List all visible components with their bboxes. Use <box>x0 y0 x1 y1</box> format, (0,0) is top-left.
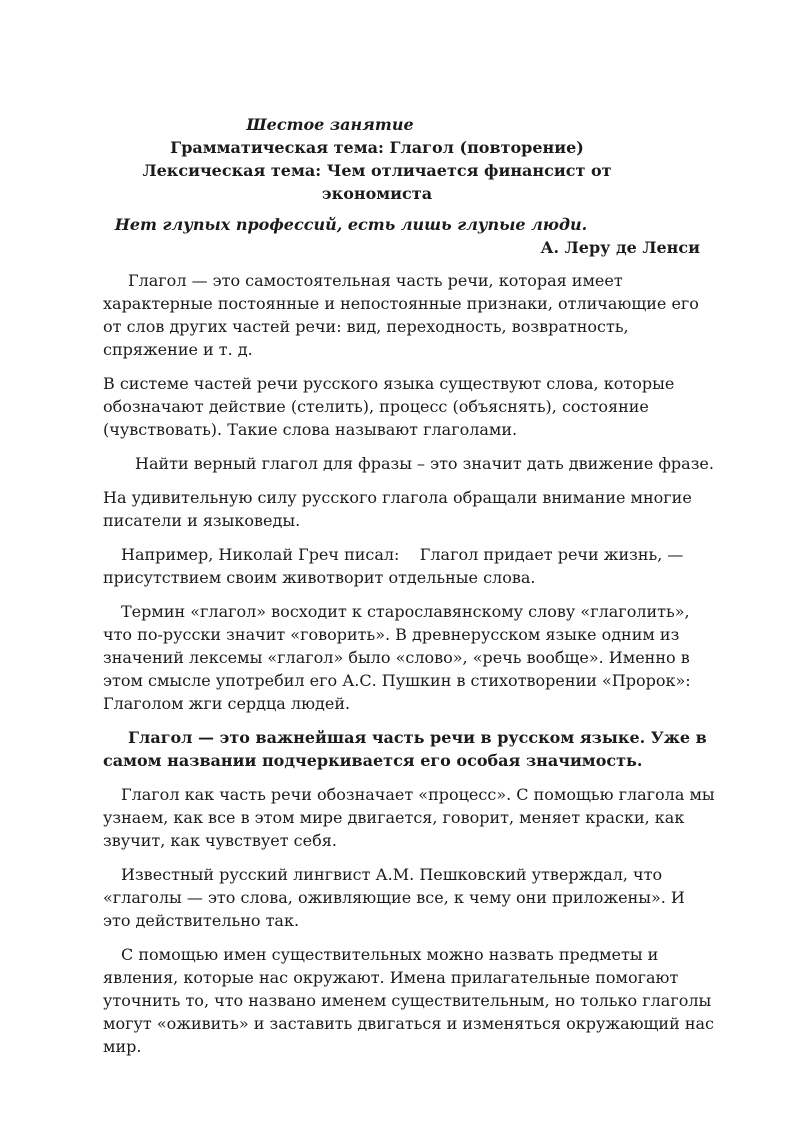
paragraph: Термин «глагол» восходит к старославянскому слову «глаголить», что по-русски значит «говорить». В древнерусском языке одним из значений лексемы «глагол» было «слово», «речь вообще». Именно в этом смысле употребил его А.С. Пушкин в стихотворении «Пророк»: Глаголом жги сердца людей. <box>103 602 711 713</box>
paragraph: На удивительную силу русского глагола обращали внимание многие писатели и языковеды. <box>103 488 697 530</box>
lexical-topic-heading: Лексическая тема: Чем отличается финансист от экономиста <box>142 161 618 203</box>
paragraph: В системе частей речи русского языка существуют слова, которые обозначают действие (стелить), процесс (объяснять), состояние (чувствовать). Такие слова называют глаголами. <box>103 374 680 439</box>
epigraph-quote: Нет глупых профессий, есть лишь глупые люди. <box>114 215 588 234</box>
paragraph: Например, Николай Греч писал: Глагол придает речи жизнь, — присутствием своим животворит отдельные слова. <box>103 545 689 587</box>
document-body <box>103 269 720 1058</box>
epigraph-attribution: А. Леру де Ленси <box>540 238 700 257</box>
paragraph: Глагол — это самостоятельная часть речи, которая имеет характерные постоянные и непостоянные признаки, отличающие его от слов других частей речи: вид, переходность, возвратность, спряжение и т. д. <box>103 271 705 359</box>
paragraph: С помощью имен существительных можно назвать предметы и явления, которые нас окружают. Имена прилагательные помогают уточнить то, что названо именем существительным, но только глаголы могут «оживить» и заставить двигаться и изменяться окружающий нас мир. <box>103 945 720 1056</box>
paragraph: Известный русский лингвист А.М. Пешковский утверждал, что «глаголы — это слова, оживляющие все, к чему они приложены». И это действительно так. <box>103 865 690 930</box>
paragraph: Глагол — это важнейшая часть речи в русском языке. Уже в самом названии подчеркивается его особая значимость. <box>103 728 713 770</box>
grammar-topic-heading: Грамматическая тема: Глагол (повторение) <box>170 138 584 157</box>
title-block <box>103 113 717 205</box>
doc-title: Шестое занятие <box>246 115 414 134</box>
paragraph: Глагол как часть речи обозначает «процесс». С помощью глагола мы узнаем, как все в этом мире двигается, говорит, меняет краски, как звучит, как чувствует себя. <box>103 785 720 850</box>
paragraph: Найти верный глагол для фразы – это значит дать движение фразе. <box>135 454 714 473</box>
